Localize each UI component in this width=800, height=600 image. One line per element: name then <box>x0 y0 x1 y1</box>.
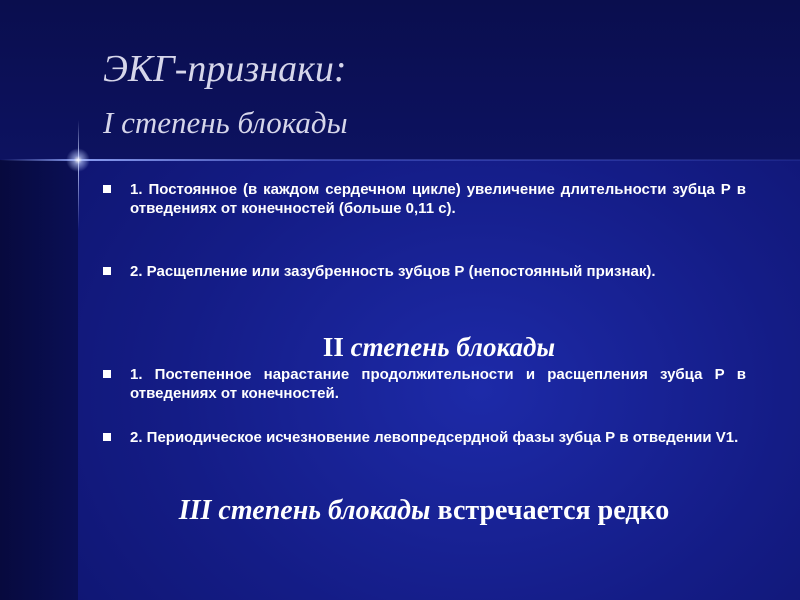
third-degree-heading-text: встречается редко <box>430 495 670 526</box>
bullet-square-icon <box>103 185 111 193</box>
decorative-horizontal-line <box>0 159 800 161</box>
bullet-square-icon <box>103 267 111 275</box>
bullet-text: 1. Постоянное (в каждом сердечном цикле) увеличение длительности зубца Р в отведениях от конечностей (больше 0,11 с). <box>130 181 746 217</box>
bullet-text: 1. Постепенное нарастание продолжительности и расщепления зубца Р в отведениях от конечностей. <box>130 366 746 402</box>
second-degree-heading-roman: II <box>322 332 344 362</box>
second-degree-heading-text: степень блокады <box>343 332 556 362</box>
slide-subtitle: I степень блокады <box>103 105 348 140</box>
bullet-square-icon <box>103 370 111 378</box>
slide-title: ЭКГ-признаки: <box>103 48 347 90</box>
third-degree-heading <box>0 493 800 529</box>
first-degree-item-1 <box>103 180 746 218</box>
third-degree-heading-italic: III степень блокады <box>178 495 431 526</box>
second-degree-item-1 <box>103 365 746 403</box>
first-degree-item-2 <box>103 262 746 281</box>
bullet-text: 2. Расщепление или зазубренность зубцов Р (непостоянный признак). <box>130 263 656 280</box>
bullet-square-icon <box>103 433 111 441</box>
decorative-vertical-line <box>78 120 79 230</box>
second-degree-heading <box>78 330 800 364</box>
second-degree-item-2 <box>103 428 746 447</box>
decorative-star-flare <box>66 148 90 172</box>
bullet-text: 2. Периодическое исчезновение левопредсердной фазы зубца Р в отведении V1. <box>130 429 739 446</box>
